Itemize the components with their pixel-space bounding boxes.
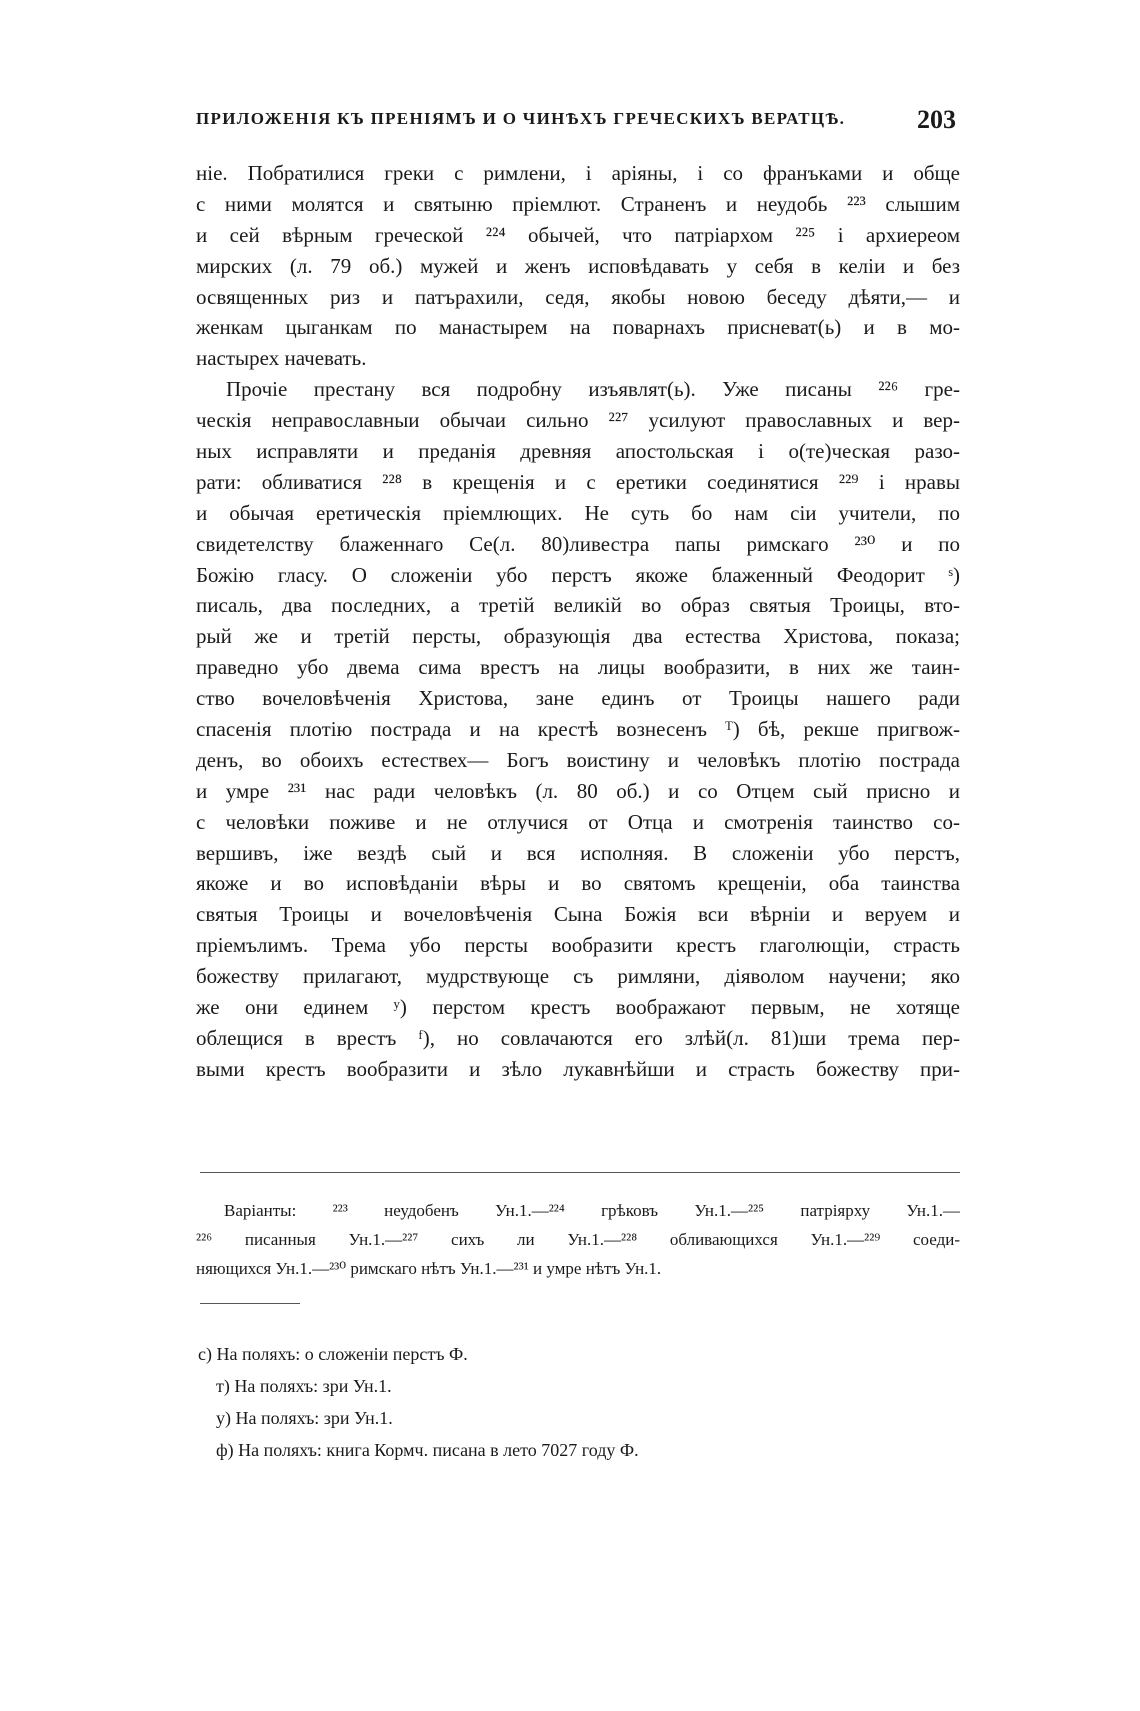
text-line: освященных риз и патърахили, седя, якобы новою беседу дѣяти,— и xyxy=(196,284,960,309)
text-line: с человѣки поживе и не отлучися от Отца и смотренія таинство со- xyxy=(196,809,960,834)
text-line: мирских (л. 79 об.) мужей и женъ исповѣдавать у себя в келіи и без xyxy=(196,253,960,278)
marginal-note: ф) На поляхъ: книга Кормч. писана в лето 7027 году Ф. xyxy=(216,1440,639,1460)
text-line: вершивъ, іже вездѣ сый и вся исполняя. В сложеніи убо перстъ, xyxy=(196,840,960,865)
text-line: и обычая еретическія пріемлющих. Не суть бо нам сіи учители, по xyxy=(196,500,960,525)
text-line: якоже и во исповѣданіи вѣры и во святомъ крещеніи, оба таинства xyxy=(196,871,960,896)
text-line: пріемълимъ. Трема убо персты вообразити крестъ глаголющіи, страсть xyxy=(196,933,960,958)
text-line: же они единем ʸ) перстом крестъ воображают первым, не хотяще xyxy=(196,995,960,1020)
page-header xyxy=(196,105,956,139)
variant-line: ²²⁶ писанныя Ун.1.—²²⁷ сихъ ли Ун.1.—²²⁸ обливающихся Ун.1.—²²⁹ соеди- xyxy=(196,1230,960,1249)
variant-line: няющихся Ун.1.—²³⁰ римскаго нѣтъ Ун.1.—²³¹ и умре нѣтъ Ун.1. xyxy=(196,1259,662,1278)
text-line: с ними молятся и святыню пріемлют. Страненъ и неудобь ²²³ слышим xyxy=(196,191,960,216)
marginal-notes xyxy=(198,1338,958,1466)
footnote-divider xyxy=(200,1172,960,1173)
text-line: святыя Троицы и вочеловѣченія Сына Божія вси вѣрніи и веруем и xyxy=(196,902,960,927)
text-line: спасенія плотію пострада и на крестѣ вознесенъ ᵀ) бѣ, рекше пригвож- xyxy=(196,717,960,742)
short-divider xyxy=(200,1303,300,1304)
marginal-note: т) На поляхъ: зри Ун.1. xyxy=(216,1376,392,1396)
text-line: свидетелству блаженнаго Се(л. 80)ливестра папы римскаго ²³⁰ и по xyxy=(196,531,960,556)
text-line: праведно убо двема сима врестъ на лицы вообразити, в них же таин- xyxy=(196,655,960,680)
text-line: ство вочеловѣченія Христова, зане единъ от Троицы нашего ради xyxy=(196,686,960,711)
text-line: и сей вѣрным греческой ²²⁴ обычей, что патріархом ²²⁵ і архиереом xyxy=(196,222,960,247)
marginal-note: с) На поляхъ: о сложеніи перстъ Ф. xyxy=(198,1344,468,1364)
text-line: ных исправляти и преданія древняя апостольская і о(те)ческая разо- xyxy=(196,439,960,464)
text-line: писаль, два последних, а третій великій во образ святыя Троицы, вто- xyxy=(196,593,960,618)
variant-readings xyxy=(196,1196,960,1283)
main-text xyxy=(196,158,960,1085)
text-line: рати: обливатися ²²⁸ в крещенія и с еретики соединятися ²²⁹ і нравы xyxy=(196,469,960,494)
page-number: 203 xyxy=(917,105,956,134)
running-head: ПРИЛОЖЕНІЯ КЪ ПРЕНІЯМЪ И О ЧИНѢХЪ ГРЕЧЕСКИХЪ ВЕРАТЦѢ. xyxy=(196,109,846,128)
text-line: Прочіе престану вся подробну изъявлят(ь). Уже писаны ²²⁶ гре- xyxy=(226,377,960,402)
text-line: женкам цыганкам по манастырем на поварнахъ присневат(ь) и в мо- xyxy=(196,315,960,340)
text-line: настырех начевать. xyxy=(196,346,367,371)
text-line: и умре ²³¹ нас ради человѣкъ (л. 80 об.) и со Отцем сый присно и xyxy=(196,778,960,803)
text-line: выми крестъ вообразити и зѣло лукавнѣйши и страсть божеству при- xyxy=(196,1056,960,1081)
text-line: Божію гласу. О сложеніи убо перстъ якоже блаженный Феодорит ˢ) xyxy=(196,562,960,587)
marginal-note: у) На поляхъ: зри Ун.1. xyxy=(216,1408,393,1428)
variant-line: Варіанты: ²²³ неудобенъ Ун.1.—²²⁴ грѣковъ Ун.1.—²²⁵ патріярху Ун.1.— xyxy=(224,1201,960,1220)
text-line: божеству прилагают, мудрствующе съ римляни, діяволом научени; яко xyxy=(196,964,960,989)
text-line: ческія неправославныи обычаи сильно ²²⁷ усилуют православных и вер- xyxy=(196,408,960,433)
text-line: денъ, во обоихъ естествех— Богъ воистину и человѣкъ плотію пострада xyxy=(196,747,960,772)
text-line: ніе. Побратилися греки с римлени, і аріяны, і со франъками и обще xyxy=(196,161,960,185)
text-line: рый же и третій персты, образующія два естества Христова, показа; xyxy=(196,624,960,649)
text-line: облещися в врестъ ᶠ), но совлачаются его злѣй(л. 81)ши трема пер- xyxy=(196,1025,960,1050)
